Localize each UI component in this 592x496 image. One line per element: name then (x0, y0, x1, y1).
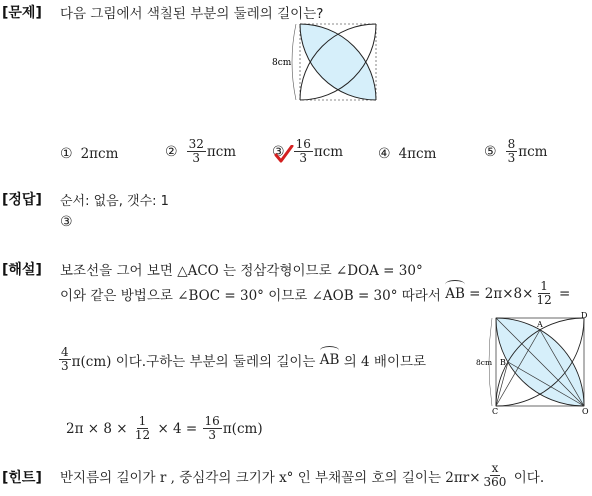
explanation-line-1: 보조선을 그어 보면 △ACO 는 정삼각형이므로 ∠DOA = 30° (60, 263, 423, 279)
point-a-label: A (537, 320, 543, 329)
answer-label: [정답] (2, 192, 42, 208)
side-length-label: 8cm (476, 358, 493, 367)
choice-5[interactable]: ⑤ $\frac{8}{3}$ πcm (484, 137, 548, 165)
choice-4[interactable]: ④ 4πcm (378, 146, 437, 162)
choice-1[interactable]: ① 2πcm (60, 146, 119, 162)
arc-ab: AB (445, 285, 465, 302)
point-c-label: C (492, 407, 499, 416)
hint-label: [힌트] (2, 470, 42, 486)
point-b-label: B (500, 358, 506, 367)
answer-order-count: 순서: 없음, 갯수: 1 (60, 194, 169, 209)
explanation-figure (476, 310, 590, 416)
explanation-line-2: 이와 같은 방법으로 ∠BOC = 30° 이므로 ∠AOB = 30° 따라서 AB = 2π×8× $\frac{1}{12}$ = (60, 279, 571, 307)
choice-3[interactable]: ③ $\frac{16}{3}$ πcm (272, 137, 344, 165)
arc-ab: AB (319, 351, 340, 368)
explanation-label: [해설] (2, 262, 42, 278)
answer-value: ③ (60, 214, 73, 230)
problem-figure (270, 18, 396, 110)
check-mark-icon (274, 145, 294, 163)
problem-label: [문제] (2, 5, 42, 21)
point-o-label: O (582, 407, 589, 416)
explanation-line-3: $\frac{4}{3}$ π(cm) 이다.구하는 부분의 둘레의 길이는 AB 의 4 배이므로 (61, 345, 427, 373)
choice-2[interactable]: ② $\frac{32}{3}$ πcm (165, 137, 237, 165)
side-length-label: 8cm (272, 58, 292, 68)
point-d-label: D (581, 311, 588, 320)
explanation-equation: 2π × 8 × $\frac{1}{12}$ × 4 = $\frac{16}{3}$ π(cm) (66, 414, 263, 442)
hint-text: 반지름의 길이가 r , 중심각의 크기가 x° 인 부채꼴의 호의 길이는 2πr× $\frac{x}{360}$ 이다. (60, 461, 545, 489)
shaded-region (300, 24, 376, 100)
question-text: 다음 그림에서 색칠된 부분의 둘레의 길이는? (60, 6, 324, 22)
